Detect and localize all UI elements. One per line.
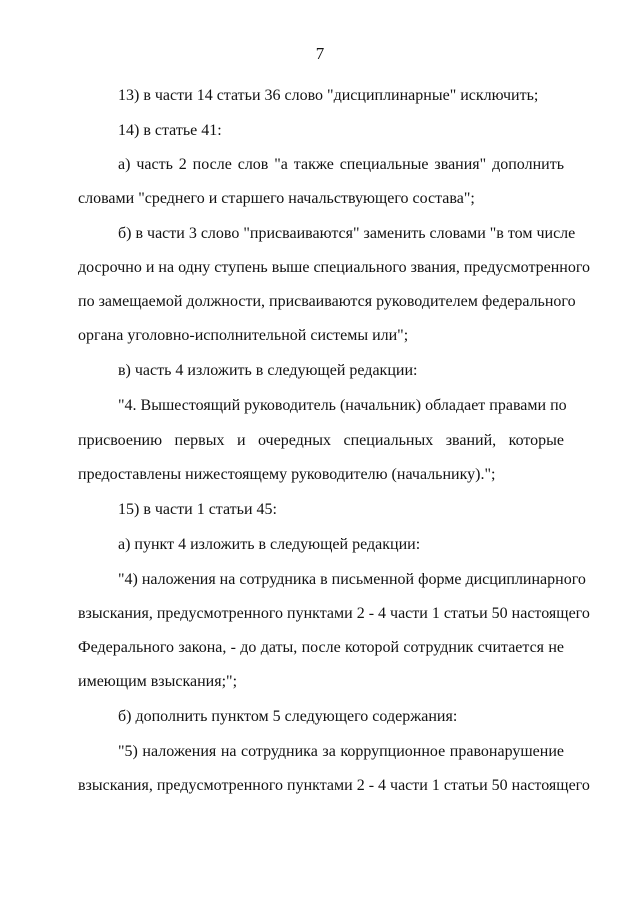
text-line: взыскания, предусмотренного пунктами 2 - 4 части 1 статьи 50 настоящего <box>78 777 590 794</box>
text-line: досрочно и на одну ступень выше специального звания, предусмотренного <box>78 259 591 276</box>
text-line: 14) в статье 41: <box>118 122 222 139</box>
text-line: имеющим взыскания;"; <box>78 673 238 690</box>
text-line: присвоению первых и очередных специальных званий, которые <box>78 432 564 449</box>
page-number: 7 <box>315 44 325 63</box>
text-line: 13) в части 14 статьи 36 слово "дисциплинарные" исключить; <box>118 87 539 104</box>
text-line: б) дополнить пунктом 5 следующего содержания: <box>118 708 458 725</box>
text-line: органа уголовно-исполнительной системы или"; <box>78 327 409 344</box>
text-line: 15) в части 1 статьи 45: <box>118 501 277 518</box>
text-line: предоставлены нижестоящему руководителю (начальнику)."; <box>78 466 496 483</box>
text-line: а) часть 2 после слов "а также специальные звания" дополнить <box>118 156 564 173</box>
text-line: по замещаемой должности, присваиваются руководителем федерального <box>78 293 576 310</box>
text-line: "5) наложения на сотрудника за коррупционное правонарушение <box>118 743 564 760</box>
text-line: "4) наложения на сотрудника в письменной форме дисциплинарного <box>118 571 586 588</box>
text-line: Федерального закона, - до даты, после которой сотрудник считается не <box>78 639 564 656</box>
text-line: "4. Вышестоящий руководитель (начальник) обладает правами по <box>118 397 567 414</box>
text-line: словами "среднего и старшего начальствующего состава"; <box>78 190 475 207</box>
text-line: в) часть 4 изложить в следующей редакции: <box>118 362 418 379</box>
text-line: б) в части 3 слово "присваиваются" заменить словами "в том числе <box>118 225 576 242</box>
text-line: взыскания, предусмотренного пунктами 2 - 4 части 1 статьи 50 настоящего <box>78 605 590 622</box>
text-line: а) пункт 4 изложить в следующей редакции: <box>118 536 421 553</box>
